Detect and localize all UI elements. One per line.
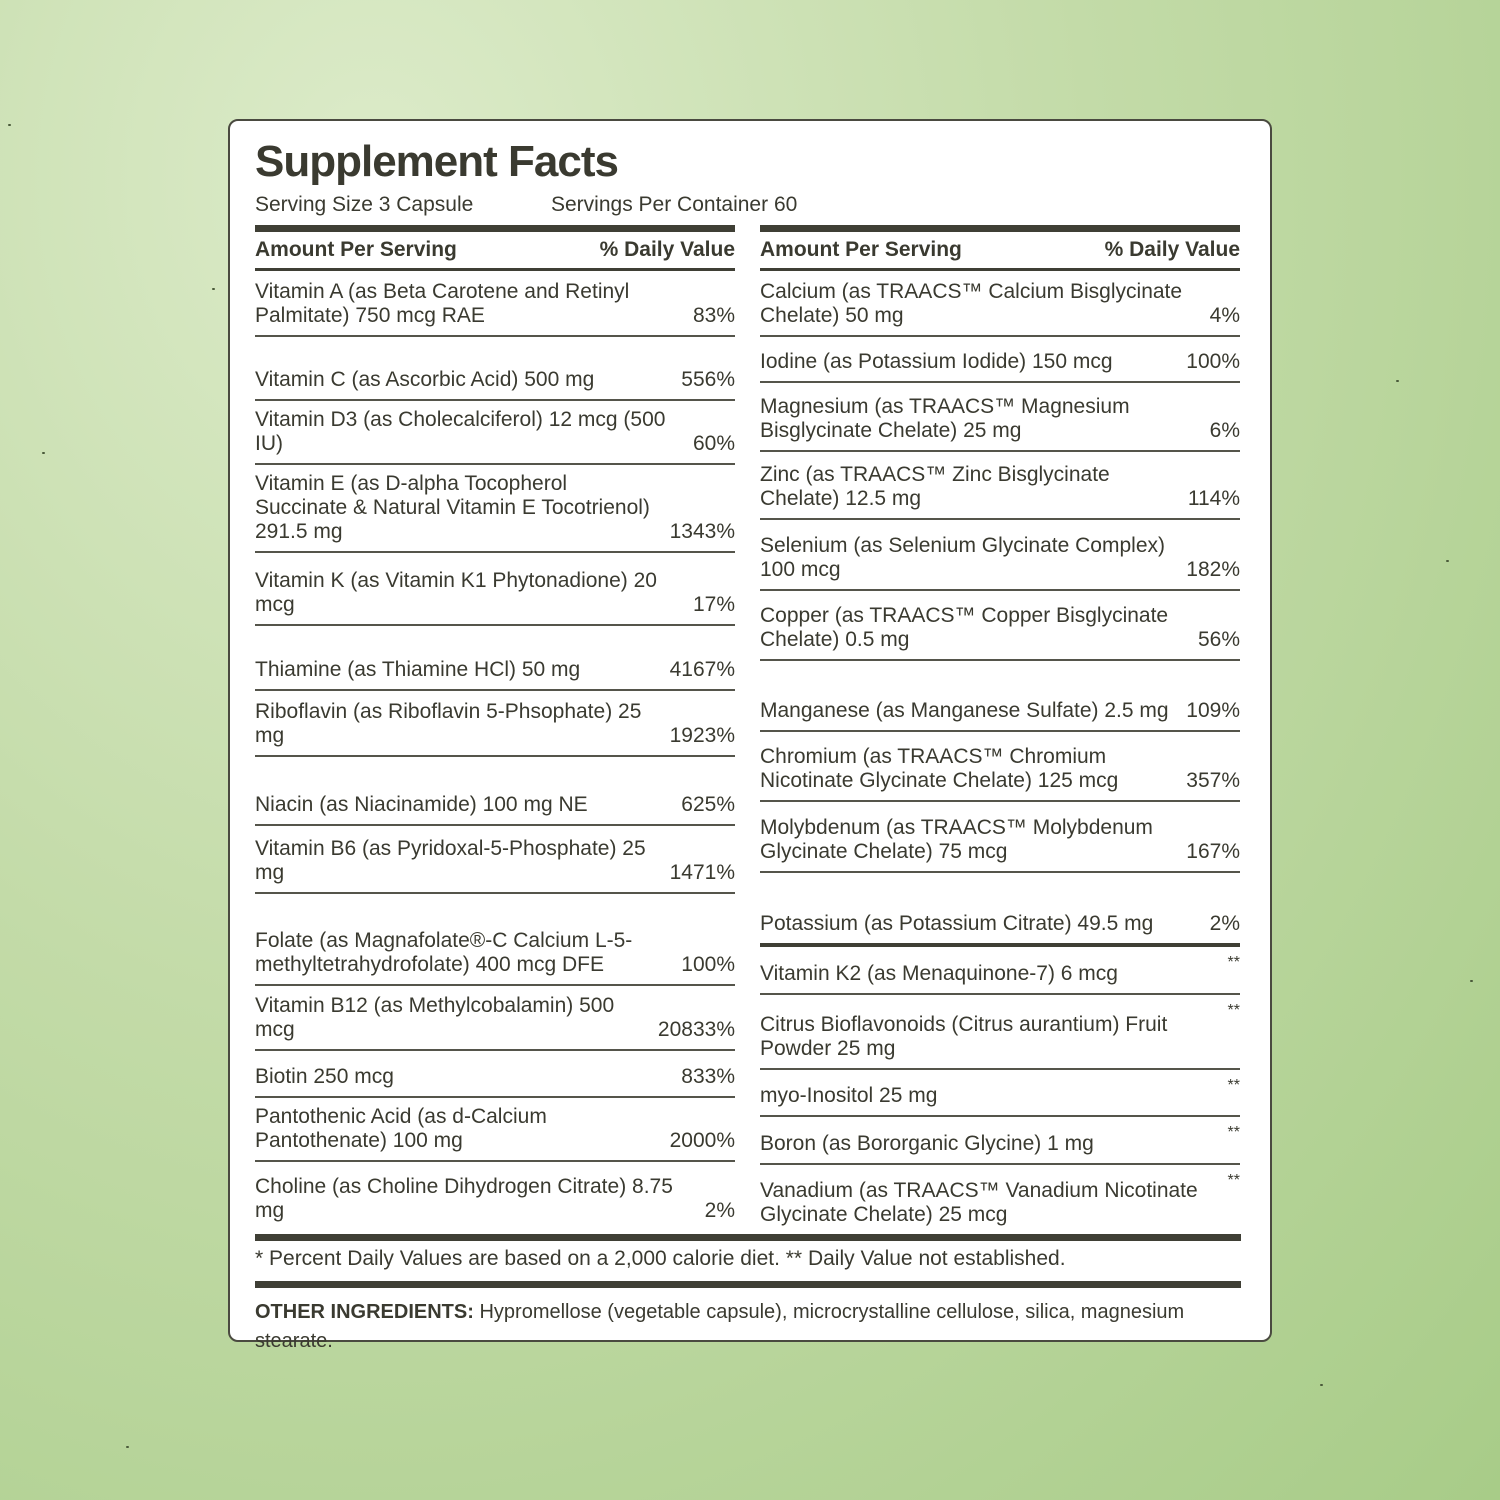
nutrient-row xyxy=(760,661,1240,732)
divider-bar xyxy=(255,225,735,232)
daily-value: 2% xyxy=(704,1199,735,1222)
daily-value: ** xyxy=(1227,1172,1240,1189)
daily-value: 100% xyxy=(1186,350,1240,373)
nutrient-row xyxy=(760,452,1240,520)
daily-value: ** xyxy=(1227,954,1240,971)
daily-value: ** xyxy=(1227,1002,1240,1019)
daily-value: ** xyxy=(1227,1077,1240,1094)
nutrient-name: Iodine (as Potassium Iodide) 150 mcg xyxy=(760,350,1113,373)
servings-per-container: Servings Per Container 60 xyxy=(551,193,798,216)
left-nutrient-column xyxy=(255,225,735,1230)
background-speck xyxy=(1320,1384,1323,1386)
daily-value: 83% xyxy=(692,304,735,327)
divider-bar xyxy=(760,225,1240,232)
daily-value: 167% xyxy=(1186,840,1240,863)
daily-value: 625% xyxy=(681,793,735,816)
daily-value: 1343% xyxy=(669,520,735,543)
nutrient-name: Vitamin C (as Ascorbic Acid) 500 mg xyxy=(255,368,595,391)
other-ingredients-text: Hypromellose (vegetable capsule), microcrystalline cellulose, silica, magnesium stearate. xyxy=(255,1301,1185,1352)
daily-value: 182% xyxy=(1186,558,1240,581)
nutrient-row xyxy=(760,802,1240,873)
daily-value: 556% xyxy=(681,368,735,391)
nutrient-row xyxy=(255,986,735,1051)
nutrient-name: Biotin 250 mcg xyxy=(255,1065,394,1088)
nutrient-row xyxy=(255,1162,735,1230)
nutrient-name: Folate (as Magnafolate®-C Calcium L-5-methyltetrahydrofolate) 400 mcg DFE xyxy=(255,929,633,976)
nutrient-name: Copper (as TRAACS™ Copper Bisglycinate Chelate) 0.5 mg xyxy=(760,604,1169,651)
right-nutrient-column xyxy=(760,225,1240,1234)
nutrient-name: Magnesium (as TRAACS™ Magnesium Bisglycinate Chelate) 25 mg xyxy=(760,395,1130,442)
nutrient-name: Vitamin K (as Vitamin K1 Phytonadione) 20 mcg xyxy=(255,569,657,616)
daily-value: 56% xyxy=(1197,628,1240,651)
nutrient-row xyxy=(760,995,1240,1070)
nutrient-row xyxy=(760,383,1240,452)
background-speck xyxy=(1396,380,1399,382)
daily-value: 833% xyxy=(681,1065,735,1088)
background-speck xyxy=(126,1446,129,1448)
nutrient-name: Manganese (as Manganese Sulfate) 2.5 mg xyxy=(760,699,1169,722)
nutrient-row xyxy=(255,271,735,337)
page-title: Supplement Facts xyxy=(255,137,618,186)
nutrient-row xyxy=(255,401,735,465)
nutrient-row xyxy=(255,1098,735,1162)
nutrient-row xyxy=(760,337,1240,383)
nutrient-row xyxy=(760,1070,1240,1117)
daily-value: 6% xyxy=(1209,419,1240,442)
daily-value: 1923% xyxy=(669,724,735,747)
nutrient-row xyxy=(255,757,735,826)
nutrient-row xyxy=(760,732,1240,802)
nutrient-name: Pantothenic Acid (as d-Calcium Pantothenate) 100 mg xyxy=(255,1105,547,1152)
nutrient-name: Niacin (as Niacinamide) 100 mg NE xyxy=(255,793,588,816)
nutrient-name: Selenium (as Selenium Glycinate Complex) 100 mcg xyxy=(760,534,1165,581)
background-speck xyxy=(42,452,45,454)
background-speck xyxy=(1446,560,1449,562)
nutrient-row xyxy=(255,465,735,553)
header-amount: Amount Per Serving xyxy=(255,238,457,261)
nutrient-name: Vitamin K2 (as Menaquinone-7) 6 mcg xyxy=(760,962,1118,985)
divider-bar xyxy=(255,1281,1241,1288)
column-header xyxy=(255,232,735,271)
nutrient-name: Potassium (as Potassium Citrate) 49.5 mg xyxy=(760,912,1154,935)
daily-value: ** xyxy=(1227,1124,1240,1141)
column-header xyxy=(760,232,1240,271)
serving-size: Serving Size 3 Capsule xyxy=(255,193,474,216)
daily-value: 357% xyxy=(1186,769,1240,792)
nutrient-name: Vitamin B12 (as Methylcobalamin) 500 mcg xyxy=(255,994,615,1041)
daily-value: 109% xyxy=(1186,699,1240,722)
nutrient-row xyxy=(255,691,735,757)
daily-value: 114% xyxy=(1187,487,1240,510)
nutrient-row xyxy=(760,873,1240,947)
daily-value: 2000% xyxy=(669,1129,735,1152)
nutrient-row xyxy=(255,826,735,894)
daily-value: 1471% xyxy=(669,861,735,884)
nutrient-name: Citrus Bioflavonoids (Citrus aurantium) Fruit Powder 25 mg xyxy=(760,1013,1168,1060)
divider-bar xyxy=(255,1234,1241,1241)
nutrient-name: Boron (as Bororganic Glycine) 1 mg xyxy=(760,1132,1094,1155)
nutrient-name: Thiamine (as Thiamine HCl) 50 mg xyxy=(255,658,581,681)
background-speck xyxy=(8,124,11,126)
nutrient-name: Vitamin D3 (as Cholecalciferol) 12 mcg (500 IU) xyxy=(255,408,666,455)
nutrient-name: Molybdenum (as TRAACS™ Molybdenum Glycinate Chelate) 75 mcg xyxy=(760,816,1153,863)
nutrient-name: Calcium (as TRAACS™ Calcium Bisglycinate Chelate) 50 mg xyxy=(760,280,1183,327)
nutrient-row xyxy=(760,1165,1240,1234)
nutrient-name: Choline (as Choline Dihydrogen Citrate) 8.75 mg xyxy=(255,1175,673,1222)
nutrient-name: Vitamin A (as Beta Carotene and Retinyl Palmitate) 750 mcg RAE xyxy=(255,280,630,327)
nutrient-name: Zinc (as TRAACS™ Zinc Bisglycinate Chelate) 12.5 mg xyxy=(760,463,1110,510)
daily-value: 60% xyxy=(692,432,735,455)
nutrient-row xyxy=(760,947,1240,995)
other-ingredients xyxy=(255,1298,1235,1356)
nutrient-name: Vanadium (as TRAACS™ Vanadium Nicotinate Glycinate Chelate) 25 mcg xyxy=(760,1179,1198,1226)
daily-value: 2% xyxy=(1209,912,1240,935)
nutrient-row xyxy=(255,894,735,986)
nutrient-name: myo-Inositol 25 mg xyxy=(760,1084,938,1107)
header-daily-value: % Daily Value xyxy=(1104,238,1240,261)
nutrient-row xyxy=(255,553,735,626)
background-speck xyxy=(1470,980,1473,982)
nutrient-row xyxy=(255,337,735,401)
footnote: * Percent Daily Values are based on a 2,000 calorie diet. ** Daily Value not established. xyxy=(255,1247,1066,1270)
nutrient-name: Chromium (as TRAACS™ Chromium Nicotinate Glycinate Chelate) 125 mcg xyxy=(760,745,1119,792)
nutrient-name: Riboflavin (as Riboflavin 5-Phsophate) 25 mg xyxy=(255,700,642,747)
nutrient-row xyxy=(255,1051,735,1098)
nutrient-name: Vitamin B6 (as Pyridoxal-5-Phosphate) 25 mg xyxy=(255,837,646,884)
supplement-facts-panel xyxy=(228,119,1272,1352)
nutrient-row xyxy=(255,626,735,691)
nutrient-name: Vitamin E (as D-alpha Tocopherol Succinate & Natural Vitamin E Tocotrienol) 291.5 mg xyxy=(255,472,650,543)
header-daily-value: % Daily Value xyxy=(599,238,735,261)
daily-value: 4% xyxy=(1209,304,1240,327)
daily-value: 17% xyxy=(692,593,735,616)
daily-value: 100% xyxy=(681,953,735,976)
nutrient-row xyxy=(760,591,1240,661)
other-ingredients-label: OTHER INGREDIENTS: xyxy=(255,1301,474,1323)
background-speck xyxy=(212,288,215,290)
nutrient-row xyxy=(760,271,1240,337)
nutrient-row xyxy=(760,520,1240,591)
nutrient-row xyxy=(760,1117,1240,1165)
daily-value: 4167% xyxy=(669,658,735,681)
daily-value: 20833% xyxy=(657,1018,735,1041)
header-amount: Amount Per Serving xyxy=(760,238,962,261)
